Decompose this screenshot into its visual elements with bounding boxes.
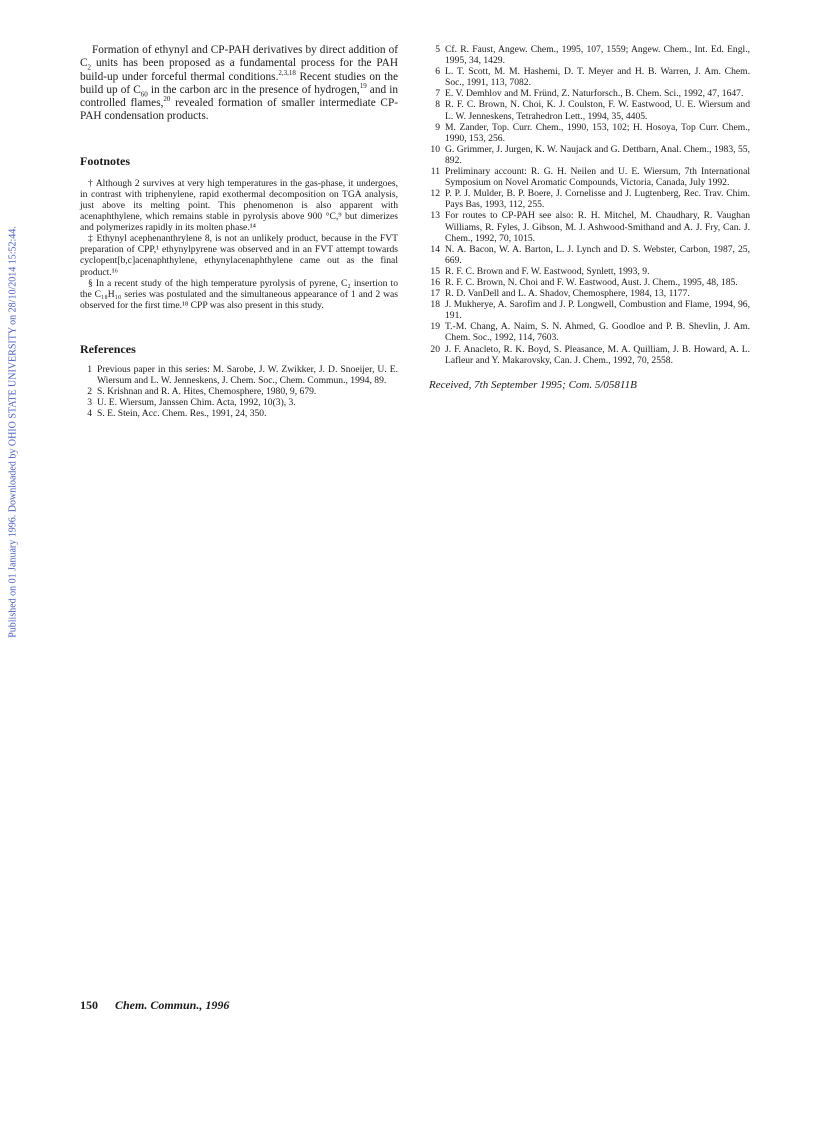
reference-item xyxy=(426,210,750,243)
footnote-item: ‡ Ethynyl acephenanthrylene 8, is not an unlikely product, because in the FVT preparation of CPP,¹ ethynylpyrene was observed and in an FVT attempt towards cyclopent[b,c]acenaphthylene, ethynylacenaphthylene came out as the final product.¹⁶ xyxy=(80,233,398,278)
reference-text: M. Zander, Top. Curr. Chem., 1990, 153, 102; H. Hosoya, Top Curr. Chem., 1990, 153, 256. xyxy=(445,121,750,144)
reference-text: J. F. Anacleto, R. K. Boyd, S. Pleasance, M. A. Quilliam, J. B. Howard, A. L. Lafleur and Y. Makarovsky, Can. J. Chem., 1992, 70, 2558. xyxy=(445,343,750,366)
page-number: 150 xyxy=(80,998,98,1012)
intro-paragraph xyxy=(80,44,398,124)
intro-text: units has been proposed as a fundamental process for the PAH build-up under forceful thermal conditions. xyxy=(80,57,398,83)
left-column xyxy=(80,44,398,419)
citation-sup: 2,3,18 xyxy=(278,68,296,77)
footnotes-heading: Footnotes xyxy=(80,153,130,168)
intro-sub: 2 xyxy=(87,63,92,72)
reference-text: T.-M. Chang, A. Naim, S. N. Ahmed, G. Goodloe and P. B. Shevlin, J. Am. Chem. Soc., 1992, 114, 7603. xyxy=(445,321,750,344)
reference-text: R. D. VanDell and L. A. Shadov, Chemosphere, 1984, 13, 1177. xyxy=(445,288,690,300)
reference-number: 5 xyxy=(435,44,440,55)
reference-number: 8 xyxy=(435,99,440,111)
reference-text: G. Grimmer, J. Jurgen, K. W. Naujack and G. Dettbarn, Anal. Chem., 1983, 55, 892. xyxy=(445,143,750,166)
intro-text: revealed formation of smaller intermediate CP-PAH condensation products. xyxy=(80,97,398,123)
references-list-left xyxy=(80,364,398,419)
reference-text: R. F. C. Brown, N. Choi and F. W. Eastwood, Aust. J. Chem., 1995, 48, 185. xyxy=(445,276,738,288)
reference-item xyxy=(80,408,398,419)
reference-text: J. Mukherye, A. Sarofim and J. P. Longwell, Combustion and Flame, 1994, 96, 191. xyxy=(445,299,750,322)
reference-number: 17 xyxy=(430,288,440,300)
received-date: Received, 7th September 1995; Com. 5/05811B xyxy=(429,378,637,391)
reference-number: 15 xyxy=(430,265,440,277)
reference-item xyxy=(426,66,750,88)
reference-item xyxy=(426,188,750,210)
intro-text: in the carbon arc in the presence of hydrogen, xyxy=(147,83,360,96)
reference-text: R. F. C. Brown, N. Choi, K. J. Coulston, F. W. Eastwood, U. E. Wiersum and L. W. Jenneskens, Tetrahedron Lett., 1994, 35, 4405. xyxy=(445,99,750,122)
reference-text: L. T. Scott, M. M. Hashemi, D. T. Meyer and H. B. Warren, J. Am. Chem. Soc., 1991, 113, 7082. xyxy=(445,66,750,89)
reference-text: Cf. R. Faust, Angew. Chem., 1995, 107, 1559; Angew. Chem., Int. Ed. Engl., 1995, 34, 1429. xyxy=(445,44,750,67)
reference-item xyxy=(426,99,750,121)
reference-number: 9 xyxy=(435,121,440,133)
reference-text: N. A. Bacon, W. A. Barton, L. J. Lynch and D. S. Webster, Carbon, 1987, 25, 669. xyxy=(445,243,750,266)
page-footer xyxy=(80,998,229,1013)
citation-sup: 20 xyxy=(163,95,171,104)
reference-text: R. F. C. Brown and F. W. Eastwood, Synlett, 1993, 9. xyxy=(445,265,650,277)
reference-text: U. E. Wiersum, Janssen Chim. Acta, 1992, 10(3), 3. xyxy=(97,397,296,409)
reference-number: 12 xyxy=(430,188,440,200)
citation-sup: 19 xyxy=(359,82,367,91)
reference-number: 13 xyxy=(430,210,440,222)
reference-text: P. P. J. Mulder, B. P. Boere, J. Cornelisse and J. Lugtenberg, Rec. Trav. Chim. Pays Bas, 1993, 112, 255. xyxy=(445,188,750,211)
reference-number: 3 xyxy=(87,397,92,409)
reference-text: E. V. Demhlov and M. Fründ, Z. Naturforsch., B. Chem. Sci., 1992, 47, 1647. xyxy=(445,88,744,100)
reference-item xyxy=(426,244,750,266)
footnote-item: § In a recent study of the high temperature pyrolysis of pyrene, C₂ insertion to the C₁₈H₁₀ series was postulated and the simultaneous appearance of 1 and 2 was observed for the first time.¹⁸ CPP was also present in this study. xyxy=(80,277,398,311)
reference-number: 2 xyxy=(87,386,92,398)
reference-number: 1 xyxy=(87,363,92,375)
reference-item xyxy=(426,321,750,343)
footnote-item: † Although 2 survives at very high temperatures in the gas-phase, it undergoes, in contrast with triphenylene, rapid exothermal decomposition on TGA analysis, just above its melting point. This phenomenon is also apparent with acenaphthylene, which remains stable in pyrolysis above 900 °C,⁹ but dimerizes and polymerizes rapidly in its molten phase.¹⁴ xyxy=(80,177,398,234)
intro-sub: 60 xyxy=(140,90,148,99)
intro-text: Formation of ethynyl and CP-PAH derivatives by direct addition of C xyxy=(80,44,398,70)
references-list-right xyxy=(426,44,750,366)
right-column xyxy=(426,44,750,391)
reference-item xyxy=(426,144,750,166)
reference-number: 11 xyxy=(430,166,440,178)
intro-text: and in controlled flames, xyxy=(80,83,399,110)
reference-item xyxy=(426,299,750,321)
intro-text: Recent studies on the build up of C xyxy=(80,70,398,96)
reference-text: S. Krishnan and R. A. Hites, Chemosphere, 1980, 9, 679. xyxy=(97,386,317,398)
reference-number: 19 xyxy=(430,321,440,333)
references-heading: References xyxy=(80,341,136,356)
reference-item xyxy=(426,88,750,99)
reference-number: 14 xyxy=(430,243,440,255)
reference-number: 18 xyxy=(430,299,440,311)
reference-item xyxy=(426,277,750,288)
reference-item xyxy=(426,344,750,366)
reference-number: 6 xyxy=(435,66,440,78)
reference-item xyxy=(80,364,398,386)
download-watermark-text: Published on 01 January 1996. Downloaded by OHIO STATE UNIVERSITY on 28/10/2014 15:52:44. xyxy=(7,226,19,638)
reference-text: Preliminary account: R. G. H. Neilen and U. E. Wiersum, 7th International Symposium on Novel Aromatic Compounds, Victoria, Canada, July 1992. xyxy=(445,166,750,189)
journal-name: Chem. Commun., 1996 xyxy=(115,998,230,1012)
download-watermark xyxy=(6,0,20,1128)
reference-item xyxy=(80,386,398,397)
reference-text: For routes to CP-PAH see also: R. H. Mitchel, M. Chaudhary, R. Vaughan Williams, R. Fyles, J. Gibson, M. J. Ashwood-Smithand and A. J. Fry, Can. J. Chem., 1992, 70, 1015. xyxy=(445,210,750,244)
reference-item xyxy=(426,122,750,144)
reference-text: Previous paper in this series: M. Sarobe, J. W. Zwikker, J. D. Snoeijer, U. E. Wiersum and L. W. Jenneskens, J. Chem. Soc., Chem. Commun., 1994, 89. xyxy=(97,363,398,386)
reference-item xyxy=(426,166,750,188)
reference-item xyxy=(426,266,750,277)
reference-number: 16 xyxy=(430,276,440,288)
reference-item xyxy=(426,288,750,299)
reference-number: 4 xyxy=(87,408,92,420)
reference-item xyxy=(80,397,398,408)
reference-text: S. E. Stein, Acc. Chem. Res., 1991, 24, 350. xyxy=(97,408,267,420)
reference-number: 10 xyxy=(430,143,440,155)
reference-item xyxy=(426,44,750,66)
reference-number: 20 xyxy=(430,343,440,355)
reference-number: 7 xyxy=(435,88,440,100)
